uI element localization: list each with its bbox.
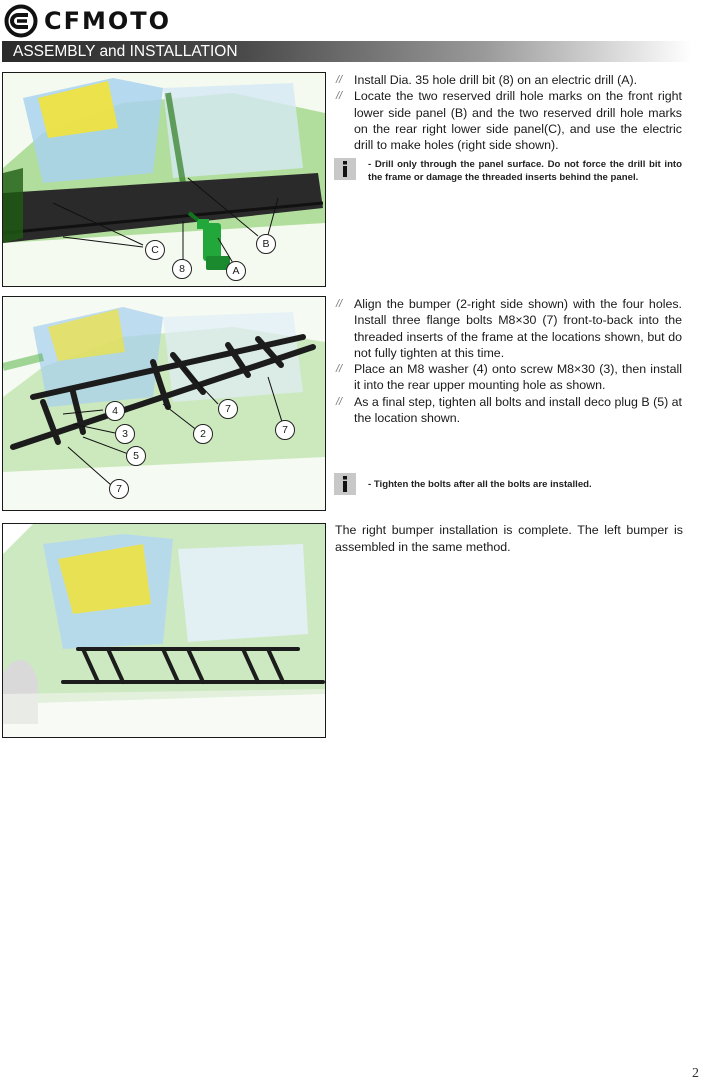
note-text: - Tighten the bolts after all the bolts are installed. [368,479,592,490]
step-item: // Align the bumper (2-right side shown) with the four holes. Install three flange bolts M8×30 (7) front-to-back into the threaded inserts of the frame at the locations shown, but do not fully tighten at this time. [336,297,682,360]
closing-text: The right bumper installation is complete. The left bumper is assembled in the same method. [335,523,683,554]
info-icon [334,158,356,180]
step-item: // Place an M8 washer (4) onto screw M8×30 (3), then install it into the rear upper mounting hole as shown. [336,362,682,393]
logo-wordmark: CFMOTO [44,7,172,35]
step-item: // Locate the two reserved drill hole marks on the front right lower side panel (B) and the two reserved drill hole marks on the rear right lower side panel(C), and use the electric drill to make holes (right side shown). [336,89,682,153]
callout-C: C [145,240,165,260]
callout-5: 5 [126,446,146,466]
step-list-drilling [336,72,682,153]
callout-4: 4 [105,401,125,421]
note-text: - Drill only through the panel surface. Do not force the drill bit into the frame or damage the threaded inserts behind the panel. [368,159,682,183]
callout-7: 7 [275,420,295,440]
callout-7: 7 [109,479,129,499]
cfmoto-emblem-icon [4,4,38,38]
section-header-bar [2,41,692,62]
callout-B: B [256,234,276,254]
note-tighten [334,473,682,495]
note-drilling [334,158,682,184]
step-item: // Install Dia. 35 hole drill bit (8) on an electric drill (A). [336,73,638,87]
callout-7: 7 [218,399,238,419]
callout-2: 2 [193,424,213,444]
step-list-bumper [336,296,682,426]
figure-installed-bumper [2,523,326,738]
callout-3: 3 [115,424,135,444]
step-item: // As a final step, tighten all bolts and install deco plug B (5) at the location shown. [336,394,682,426]
callout-A: A [226,261,246,281]
page-number: 2 [692,1066,699,1081]
section-title: ASSEMBLY and INSTALLATION [13,43,238,60]
info-icon [334,473,356,495]
callout-8: 8 [172,259,192,279]
figure-bumper-alignment [2,296,326,511]
figure-drill-panel-holes [2,72,326,287]
cfmoto-logo [4,4,171,38]
